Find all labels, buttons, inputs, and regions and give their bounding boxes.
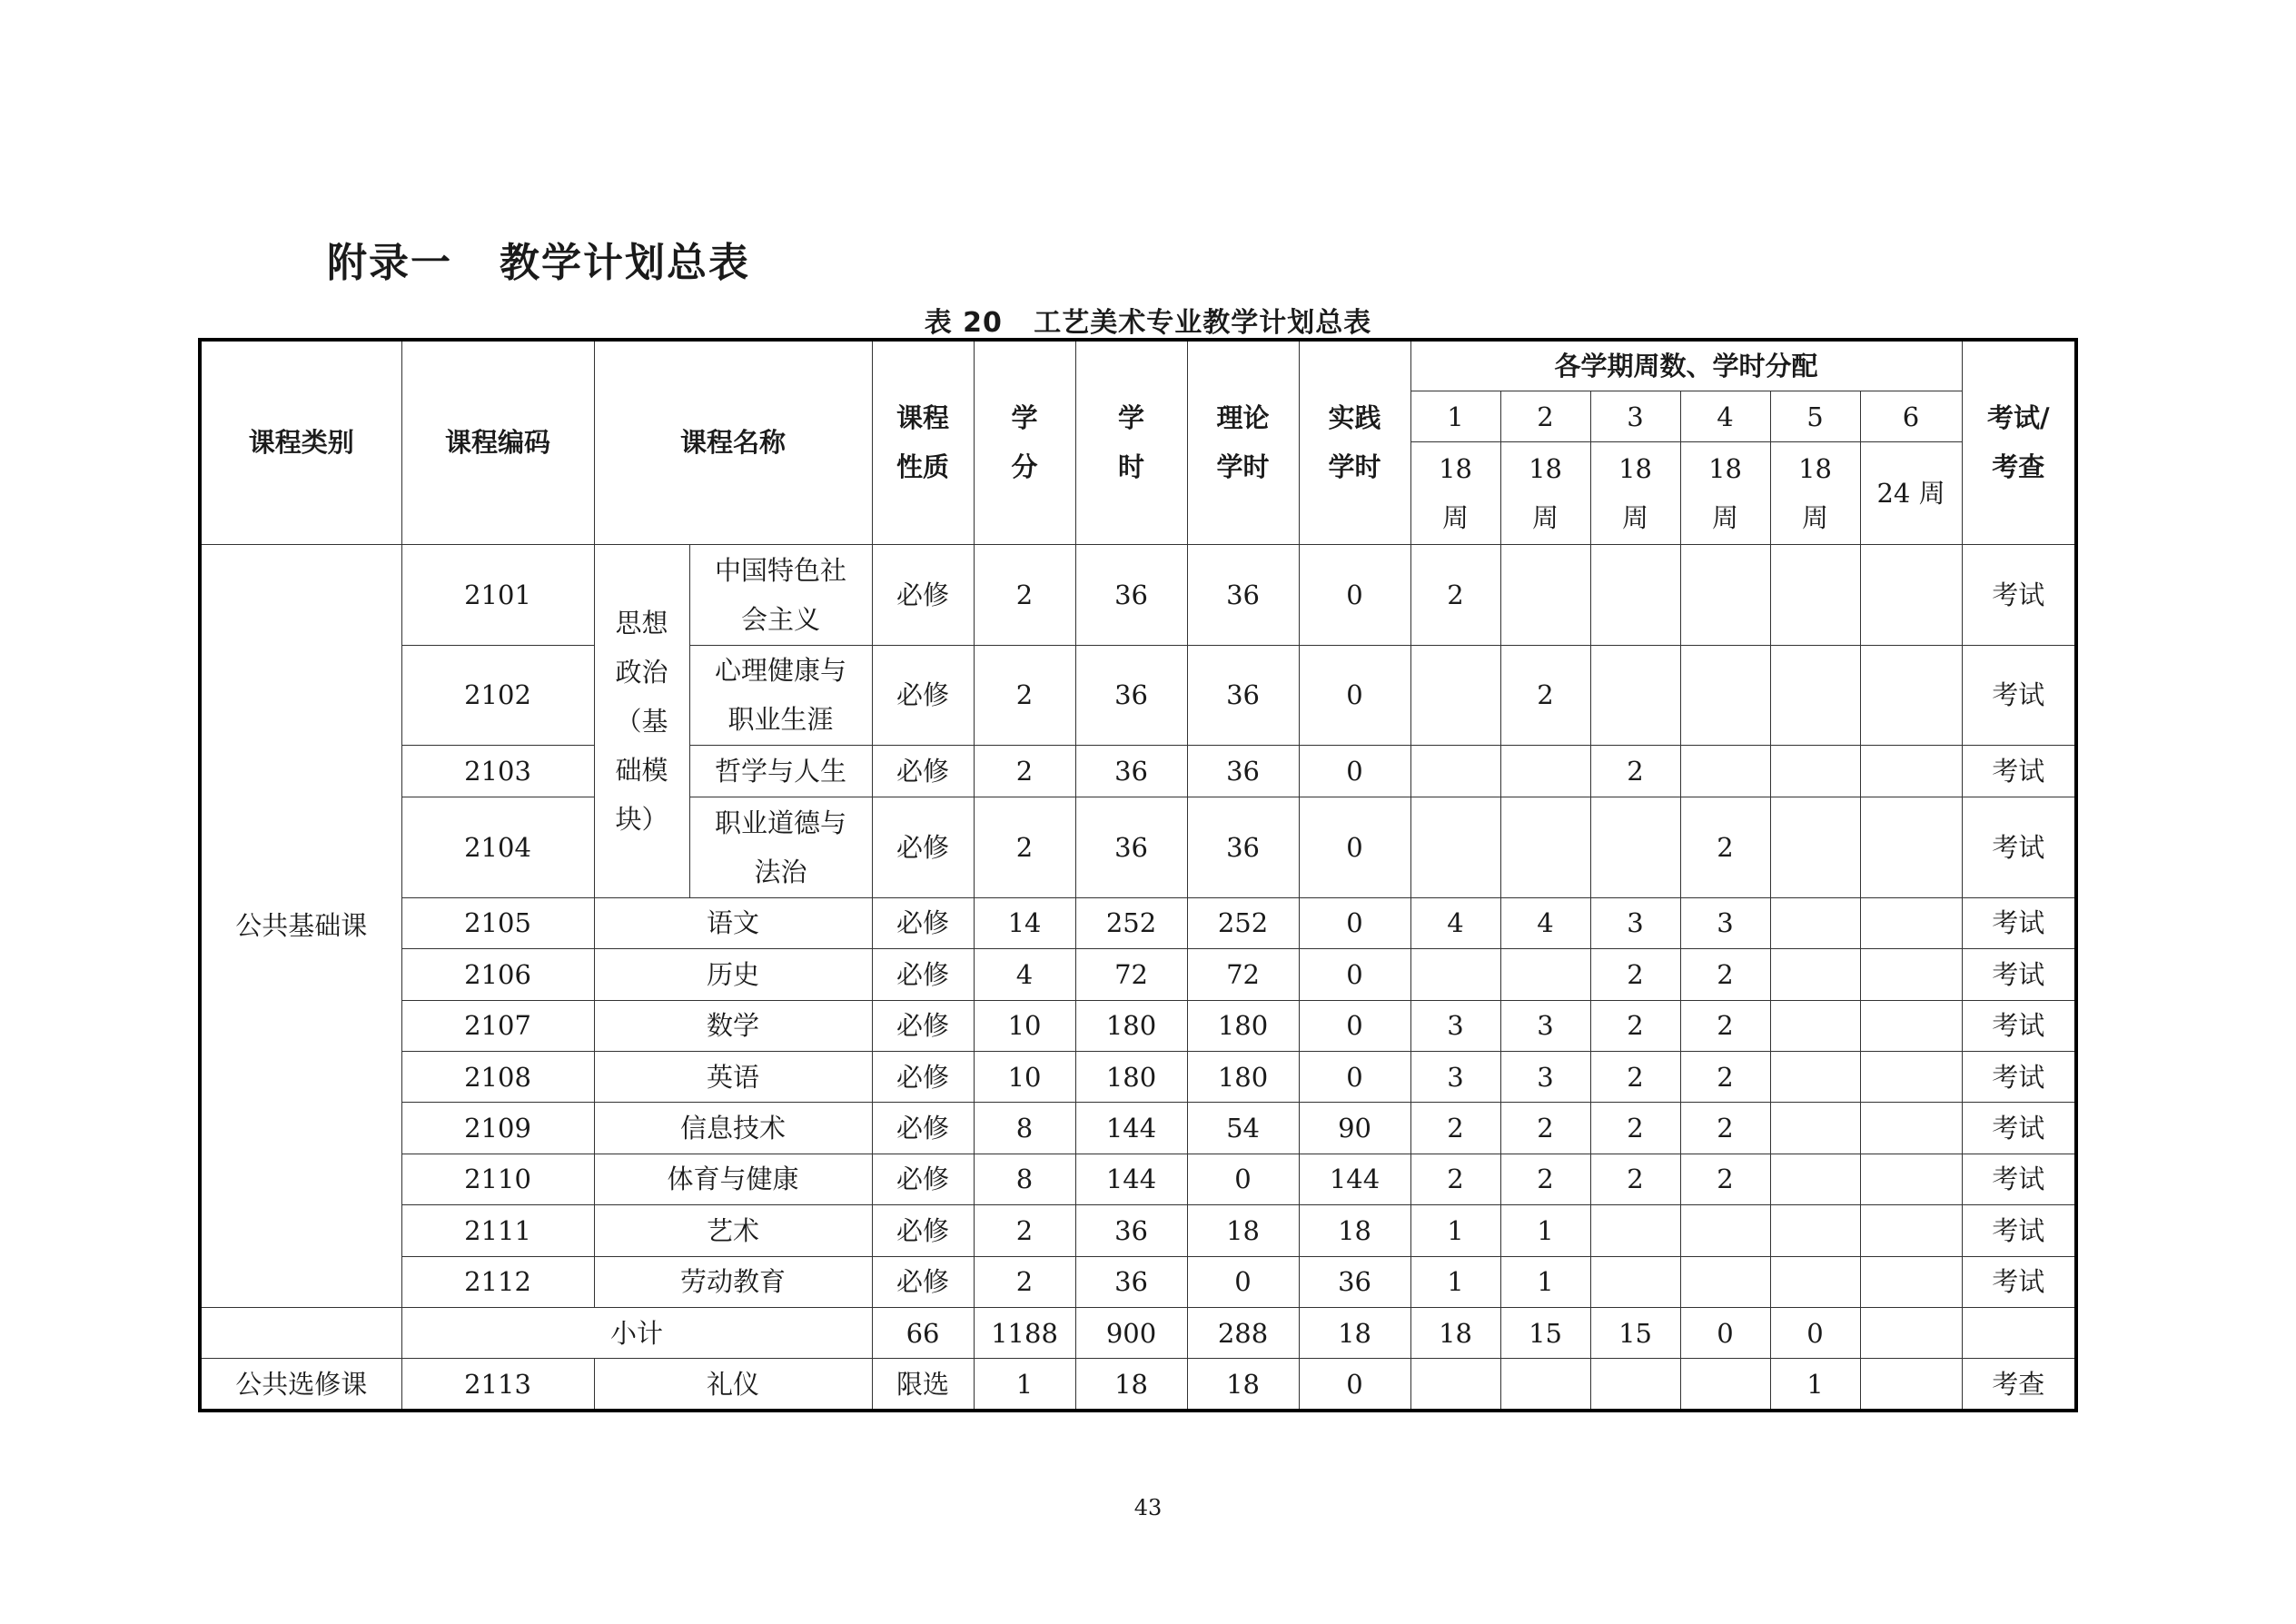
cell-s5 (1770, 1256, 1860, 1307)
page-number: 43 (1133, 1495, 1163, 1520)
cell-s6 (1860, 797, 1962, 897)
cell-s5 (1770, 1154, 1860, 1204)
header-weeks-4: 18 周 (1680, 441, 1770, 544)
cell-s2 (1500, 949, 1590, 1000)
cell-hours: 36 (1075, 797, 1187, 897)
cell-nature: 必修 (872, 544, 974, 645)
subtotal-row (200, 1308, 2076, 1359)
cell-nature: 必修 (872, 1256, 974, 1307)
header-theory-hours: 理论 学时 (1187, 340, 1299, 544)
cell-s3 (1590, 1256, 1680, 1307)
table-row (200, 645, 2076, 746)
cell-code: 2110 (401, 1154, 594, 1204)
cell-s4: 15 (1590, 1308, 1680, 1359)
cell-s5 (1770, 1205, 1860, 1256)
cell-s1: 1 (1410, 1256, 1500, 1307)
cell-exam: 考试 (1962, 1256, 2076, 1307)
cell-name: 礼仪 (594, 1359, 872, 1411)
cell-s5 (1770, 1051, 1860, 1102)
cell-nature: 必修 (872, 1000, 974, 1051)
header-semester-4: 4 (1680, 391, 1770, 441)
cell-s4 (1680, 645, 1770, 746)
header-semester-group: 各学期周数、学时分配 (1410, 340, 1962, 391)
header-weeks-3: 18 周 (1590, 441, 1680, 544)
cell-name: 英语 (594, 1051, 872, 1102)
cell-exam: 考试 (1962, 1103, 2076, 1154)
teaching-plan-table (198, 338, 2078, 1412)
cell-s4 (1680, 1205, 1770, 1256)
cell-s4: 2 (1680, 1103, 1770, 1154)
cell-s2 (1500, 544, 1590, 645)
cell-s2: 3 (1500, 1051, 1590, 1102)
cell-s5: 1 (1770, 1359, 1860, 1411)
cell-theory: 36 (1187, 797, 1299, 897)
cell-practice: 90 (1299, 1103, 1410, 1154)
cell-theory: 900 (1075, 1308, 1187, 1359)
cell-hours: 36 (1075, 544, 1187, 645)
cell-exam: 考试 (1962, 949, 2076, 1000)
cell-s2 (1500, 1359, 1590, 1411)
cell-exam: 考试 (1962, 1051, 2076, 1102)
cell-hours: 252 (1075, 897, 1187, 948)
cell-s2: 2 (1500, 1103, 1590, 1154)
cell-s5 (1770, 645, 1860, 746)
header-semester-5: 5 (1770, 391, 1860, 441)
cell-exam: 考试 (1962, 544, 2076, 645)
cell-s4: 2 (1680, 1000, 1770, 1051)
cell-practice: 0 (1299, 949, 1410, 1000)
header-semester-6: 6 (1860, 391, 1962, 441)
cell-theory: 36 (1187, 645, 1299, 746)
cell-exam (1860, 1308, 1962, 1359)
cell-name: 劳动教育 (594, 1256, 872, 1307)
cell-nature: 限选 (872, 1359, 974, 1411)
cell-practice: 0 (1299, 1051, 1410, 1102)
cell-s3: 15 (1500, 1308, 1590, 1359)
cell-s5 (1770, 746, 1860, 797)
cell-hours: 180 (1075, 1000, 1187, 1051)
cell-s6 (1860, 544, 1962, 645)
header-code: 课程编码 (401, 340, 594, 544)
cell-nature: 必修 (872, 1154, 974, 1204)
group-public-elective: 公共选修课 (200, 1359, 401, 1411)
cell-hours: 36 (1075, 1256, 1187, 1307)
cell-code: 2101 (401, 544, 594, 645)
cell-s2: 4 (1500, 897, 1590, 948)
cell-code: 2111 (401, 1205, 594, 1256)
cell-practice: 288 (1187, 1308, 1299, 1359)
cell-s1: 1 (1410, 1205, 1500, 1256)
table-row (200, 1051, 2076, 1102)
cell-name: 历史 (594, 949, 872, 1000)
cell-s5 (1770, 1000, 1860, 1051)
cell-hours: 18 (1075, 1359, 1187, 1411)
header-hours: 学 时 (1075, 340, 1187, 544)
cell-hours: 180 (1075, 1051, 1187, 1102)
table-row (200, 1000, 2076, 1051)
cell-name: 哲学与人生 (689, 746, 872, 797)
cell-s1: 2 (1410, 1103, 1500, 1154)
cell-practice: 36 (1299, 1256, 1410, 1307)
cell-s1: 18 (1299, 1308, 1410, 1359)
cell-exam: 考试 (1962, 1000, 2076, 1051)
cell-nature: 必修 (872, 949, 974, 1000)
cell-credit: 2 (974, 1205, 1075, 1256)
table-row (200, 949, 2076, 1000)
cell-s2: 2 (1500, 1154, 1590, 1204)
cell-name: 心理健康与 职业生涯 (689, 645, 872, 746)
cell-s6 (1860, 897, 1962, 948)
cell-s2 (1500, 746, 1590, 797)
cell-s1 (1410, 645, 1500, 746)
cell-exam: 考试 (1962, 1205, 2076, 1256)
subtotal-label: 小计 (401, 1308, 872, 1359)
cell-s4 (1680, 1359, 1770, 1411)
cell-theory: 54 (1187, 1103, 1299, 1154)
cell-s2: 3 (1500, 1000, 1590, 1051)
cell-name: 体育与健康 (594, 1154, 872, 1204)
cell-s2: 1 (1500, 1205, 1590, 1256)
cell-s3: 3 (1590, 897, 1680, 948)
cell-s1 (1410, 746, 1500, 797)
cell-s3: 2 (1590, 1051, 1680, 1102)
header-semester-1: 1 (1410, 391, 1500, 441)
header-exam: 考试/ 考查 (1962, 340, 2076, 544)
cell-s2: 1 (1500, 1256, 1590, 1307)
cell-credit: 10 (974, 1051, 1075, 1102)
cell-theory: 18 (1187, 1359, 1299, 1411)
cell-theory: 180 (1187, 1051, 1299, 1102)
cell-hours: 36 (1075, 1205, 1187, 1256)
cell-credit: 1 (974, 1359, 1075, 1411)
cell-credit: 8 (974, 1103, 1075, 1154)
cell-name: 职业道德与 法治 (689, 797, 872, 897)
table-row (200, 797, 2076, 897)
cell-code: 2112 (401, 1256, 594, 1307)
header-weeks-5: 18 周 (1770, 441, 1860, 544)
cell-s1: 3 (1410, 1051, 1500, 1102)
table-row (200, 544, 2076, 645)
cell-s3 (1590, 645, 1680, 746)
cell-practice: 18 (1299, 1205, 1410, 1256)
cell-hours: 72 (1075, 949, 1187, 1000)
table-row (200, 1359, 2076, 1411)
cell-s3: 2 (1590, 1000, 1680, 1051)
cell-s6 (1860, 1051, 1962, 1102)
cell-hours: 144 (1075, 1103, 1187, 1154)
group-public-basic: 公共基础课 (200, 544, 401, 1307)
cell-practice: 0 (1299, 746, 1410, 797)
cell-theory: 72 (1187, 949, 1299, 1000)
cell-exam: 考试 (1962, 1154, 2076, 1204)
cell-code: 2102 (401, 645, 594, 746)
cell-s1 (1410, 1359, 1500, 1411)
header-practice-hours: 实践 学时 (1299, 340, 1410, 544)
cell-s6 (1860, 1103, 1962, 1154)
cell-nature: 必修 (872, 645, 974, 746)
cell-nature: 必修 (872, 897, 974, 948)
cell-practice: 0 (1299, 645, 1410, 746)
cell-nature: 必修 (872, 1051, 974, 1102)
cell-credit: 4 (974, 949, 1075, 1000)
cell-s4 (1680, 746, 1770, 797)
cell-s4: 2 (1680, 949, 1770, 1000)
cell-s6 (1860, 746, 1962, 797)
cell-credit: 2 (974, 746, 1075, 797)
header-category: 课程类别 (200, 340, 401, 544)
cell-theory: 252 (1187, 897, 1299, 948)
cell-s1: 4 (1410, 897, 1500, 948)
cell-credit: 10 (974, 1000, 1075, 1051)
cell-hours: 36 (1075, 645, 1187, 746)
cell-nature: 必修 (872, 746, 974, 797)
cell-name: 艺术 (594, 1205, 872, 1256)
cell-theory: 0 (1187, 1256, 1299, 1307)
cell-s2 (1500, 797, 1590, 897)
table-row (200, 1205, 2076, 1256)
cell-s3 (1590, 1359, 1680, 1411)
cell-s4: 2 (1680, 797, 1770, 897)
appendix-title: 附录一 教学计划总表 (327, 240, 750, 286)
cell-exam: 考试 (1962, 797, 2076, 897)
header-semester-3: 3 (1590, 391, 1680, 441)
cell-theory: 180 (1187, 1000, 1299, 1051)
cell-s6 (1860, 1205, 1962, 1256)
cell-s2: 2 (1500, 645, 1590, 746)
cell-s3 (1590, 544, 1680, 645)
cell-exam: 考试 (1962, 897, 2076, 948)
cell-s5 (1770, 1103, 1860, 1154)
cell-s6: 0 (1770, 1308, 1860, 1359)
cell-name: 中国特色社 会主义 (689, 544, 872, 645)
cell-s3: 2 (1590, 949, 1680, 1000)
cell-s3: 2 (1590, 746, 1680, 797)
header-nature: 课程 性质 (872, 340, 974, 544)
header-credit: 学 分 (974, 340, 1075, 544)
cell-name: 语文 (594, 897, 872, 948)
cell-name: 数学 (594, 1000, 872, 1051)
cell-credit: 8 (974, 1154, 1075, 1204)
cell-exam: 考查 (1962, 1359, 2076, 1411)
cell-code: 2107 (401, 1000, 594, 1051)
cell-code: 2108 (401, 1051, 594, 1102)
cell-s6 (1860, 949, 1962, 1000)
header-weeks-2: 18 周 (1500, 441, 1590, 544)
header-weeks-6: 24 周 (1860, 441, 1962, 544)
table-row (200, 897, 2076, 948)
cell-code: 2103 (401, 746, 594, 797)
cell-s3 (1590, 1205, 1680, 1256)
cell-theory: 36 (1187, 544, 1299, 645)
cell-s6 (1860, 1359, 1962, 1411)
cell-practice: 0 (1299, 544, 1410, 645)
cell-s5 (1770, 949, 1860, 1000)
cell-practice: 0 (1299, 1359, 1410, 1411)
cell-s3 (1590, 797, 1680, 897)
cell-s4 (1680, 1256, 1770, 1307)
cell-practice: 144 (1299, 1154, 1410, 1204)
cell-credit: 2 (974, 544, 1075, 645)
cell-s1 (1410, 949, 1500, 1000)
cell-s3: 2 (1590, 1154, 1680, 1204)
cell-s4: 2 (1680, 1154, 1770, 1204)
cell-credit: 14 (974, 897, 1075, 948)
cell-exam: 考试 (1962, 746, 2076, 797)
cell-s5 (1770, 797, 1860, 897)
header-name: 课程名称 (594, 340, 872, 544)
cell-theory: 0 (1187, 1154, 1299, 1204)
cell-nature: 必修 (872, 1103, 974, 1154)
cell-practice: 0 (1299, 797, 1410, 897)
cell-code: 2109 (401, 1103, 594, 1154)
cell-s5: 0 (1680, 1308, 1770, 1359)
cell-hours: 1188 (974, 1308, 1075, 1359)
cell-code: 2104 (401, 797, 594, 897)
cell-credit: 2 (974, 645, 1075, 746)
cell-exam: 考试 (1962, 645, 2076, 746)
table-row (200, 1103, 2076, 1154)
cell-credit: 66 (872, 1308, 974, 1359)
cell-s6 (1860, 1154, 1962, 1204)
cell-s2: 18 (1410, 1308, 1500, 1359)
cell-s6 (1860, 1000, 1962, 1051)
cell-hours: 144 (1075, 1154, 1187, 1204)
cell-name: 信息技术 (594, 1103, 872, 1154)
table-row (200, 746, 2076, 797)
cell-theory: 18 (1187, 1205, 1299, 1256)
cell-s1: 3 (1410, 1000, 1500, 1051)
cell-s6 (1860, 645, 1962, 746)
cell-s4: 3 (1680, 897, 1770, 948)
cell-practice: 0 (1299, 897, 1410, 948)
header-semester-2: 2 (1500, 391, 1590, 441)
cell-nature: 必修 (872, 1205, 974, 1256)
cell-s4 (1680, 544, 1770, 645)
header-weeks-1: 18 周 (1410, 441, 1500, 544)
cell-s5 (1770, 897, 1860, 948)
table-caption: 表 20 工艺美术专业教学计划总表 (924, 307, 1372, 339)
cell-code: 2106 (401, 949, 594, 1000)
cell-s4: 2 (1680, 1051, 1770, 1102)
cell-s1: 2 (1410, 1154, 1500, 1204)
cell-s1 (1410, 797, 1500, 897)
cell-code: 2105 (401, 897, 594, 948)
cell-theory: 36 (1187, 746, 1299, 797)
group-ideology: 思想 政治 （基 础模 块） (594, 544, 689, 897)
table-row (200, 1154, 2076, 1204)
cell-s5 (1770, 544, 1860, 645)
cell-credit: 2 (974, 797, 1075, 897)
cell-s6 (1860, 1256, 1962, 1307)
cell-nature: 必修 (872, 797, 974, 897)
cell-hours: 36 (1075, 746, 1187, 797)
table-row (200, 1256, 2076, 1307)
cell-code: 2113 (401, 1359, 594, 1411)
cell-s3: 2 (1590, 1103, 1680, 1154)
cell-credit: 2 (974, 1256, 1075, 1307)
cell-practice: 0 (1299, 1000, 1410, 1051)
cell-s1: 2 (1410, 544, 1500, 645)
